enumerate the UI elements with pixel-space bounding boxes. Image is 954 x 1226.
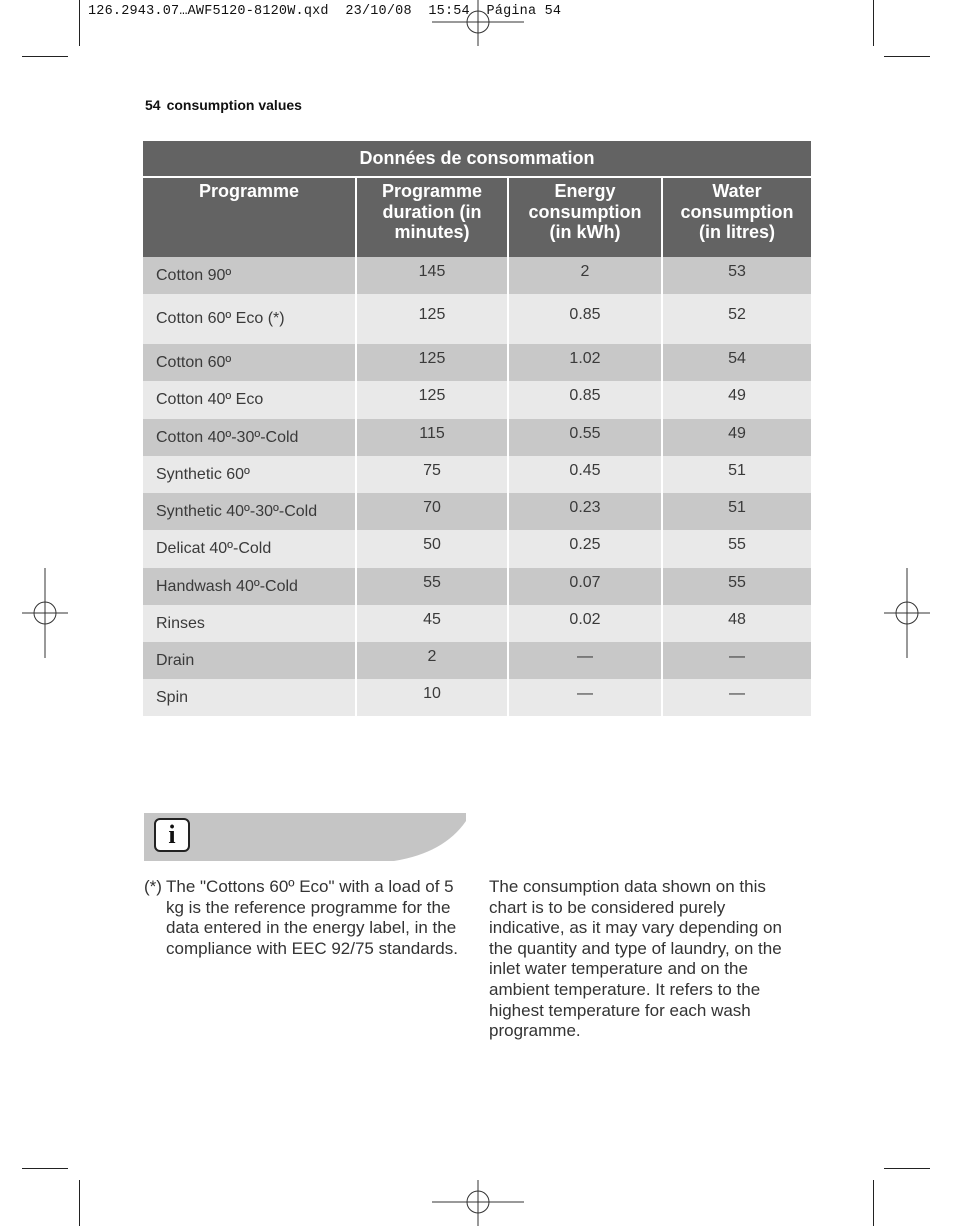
table-row — [143, 419, 811, 456]
cell-text: Cotton 40º Eco — [156, 391, 264, 408]
programme-cell — [143, 530, 356, 568]
cell-text: 0.45 — [569, 461, 601, 479]
table-row — [143, 456, 811, 493]
column-header-2 — [356, 177, 508, 257]
value-cell — [356, 419, 508, 456]
cell-text: Synthetic 40º-30º-Cold — [156, 502, 318, 520]
value-cell — [662, 456, 811, 493]
crop-mark-bottom-left-vertical — [79, 1180, 80, 1226]
crop-mark-top-right-horizontal — [884, 56, 930, 57]
cell-text: 0.23 — [569, 498, 601, 516]
cell-text: 0.07 — [569, 573, 601, 591]
value-cell — [508, 419, 662, 456]
column-header-4 — [662, 177, 811, 257]
cell-text: 49 — [728, 424, 746, 442]
cell-text: 53 — [728, 262, 746, 280]
column-header-line: duration (in — [382, 201, 482, 222]
value-cell — [508, 605, 662, 642]
value-cell — [356, 605, 508, 642]
value-cell — [662, 642, 811, 679]
programme-cell — [143, 493, 356, 530]
value-cell — [662, 381, 811, 419]
cell-text: Cotton 60º Eco (*) — [156, 310, 285, 327]
value-cell — [662, 419, 811, 456]
value-cell — [662, 679, 811, 716]
crop-mark-bottom-right-horizontal — [884, 1168, 930, 1169]
cell-text: Drain — [156, 651, 195, 669]
cell-text: 0.25 — [569, 536, 601, 553]
table-row — [143, 493, 811, 530]
value-cell — [356, 679, 508, 716]
table-body — [143, 257, 811, 716]
column-header-line: consumption — [680, 201, 794, 222]
cell-text: 55 — [728, 536, 746, 553]
value-cell — [356, 493, 508, 530]
cell-text: 50 — [423, 536, 441, 553]
section-title: consumption values — [166, 97, 302, 113]
consumption-table — [143, 141, 811, 716]
table-row — [143, 344, 811, 381]
footnote-text: The "Cottons 60º Eco" with a load of 5 kg is the reference programme for the data entered in the energy label, in the compliance with EEC 92/75 standards. — [166, 877, 458, 958]
value-cell — [508, 294, 662, 344]
table-row — [143, 381, 811, 419]
cell-text: 10 — [423, 684, 441, 702]
value-cell — [508, 642, 662, 679]
column-header-3 — [508, 177, 662, 257]
table-row — [143, 605, 811, 642]
value-cell — [356, 257, 508, 294]
registration-mark-right-icon — [884, 568, 930, 658]
registration-mark-top-icon — [432, 0, 524, 46]
page-heading — [145, 97, 302, 113]
cell-text: 52 — [728, 306, 746, 323]
programme-cell — [143, 568, 356, 605]
column-header-line: (in kWh) — [549, 222, 621, 242]
cell-text: 70 — [423, 498, 441, 516]
value-cell — [662, 568, 811, 605]
programme-cell — [143, 605, 356, 642]
programme-cell — [143, 456, 356, 493]
value-cell — [356, 344, 508, 381]
footnote-marker: (*) — [144, 877, 162, 896]
value-cell — [662, 257, 811, 294]
programme-cell — [143, 419, 356, 456]
value-cell — [508, 530, 662, 568]
footnote — [144, 877, 464, 959]
cell-text: 55 — [728, 573, 746, 591]
value-cell — [508, 493, 662, 530]
cell-text: 45 — [423, 610, 441, 628]
programme-cell — [143, 679, 356, 716]
cell-text: 0.02 — [569, 610, 601, 628]
value-cell — [662, 605, 811, 642]
programme-cell — [143, 257, 356, 294]
cell-text: 0.85 — [569, 387, 601, 404]
cell-text: 48 — [728, 610, 746, 628]
cell-text: 1.02 — [569, 349, 601, 367]
cell-text: 0.85 — [569, 306, 601, 323]
crop-mark-bottom-left-horizontal — [22, 1168, 68, 1169]
cell-text: Cotton 40º-30º-Cold — [156, 428, 299, 446]
table-row — [143, 294, 811, 344]
value-cell — [508, 568, 662, 605]
crop-mark-top-left-vertical — [79, 0, 80, 46]
table-row — [143, 257, 811, 294]
information-icon — [154, 818, 190, 852]
value-cell — [662, 493, 811, 530]
cell-text: — — [577, 647, 593, 665]
print-slug: 126.2943.07…AWF5120-8120W.qxd 23/10/08 15:54 Página 54 — [88, 4, 562, 19]
column-header-line: Water — [712, 181, 762, 201]
column-header-line: (in litres) — [699, 222, 776, 242]
cell-text: 125 — [418, 349, 446, 367]
cell-text: — — [729, 647, 746, 665]
programme-cell — [143, 642, 356, 679]
info-banner — [144, 813, 466, 861]
cell-text: — — [577, 684, 593, 702]
cell-text: 54 — [728, 349, 746, 367]
cell-text: 51 — [728, 498, 746, 516]
value-cell — [662, 294, 811, 344]
table-row — [143, 642, 811, 679]
value-cell — [508, 456, 662, 493]
cell-text: Handwash 40º-Cold — [156, 577, 298, 595]
table-row — [143, 530, 811, 568]
cell-text: 2 — [580, 262, 590, 280]
disclaimer-text: The consumption data shown on this chart is to be considered purely indicative, as it may vary depending on the quantity and type of laundry, on the inlet water temperature and on the ambient temperature. It refers to the highest temperature for each wash programme. — [489, 877, 782, 1041]
column-header-line: Programme — [381, 181, 483, 201]
cell-text: 125 — [418, 306, 446, 323]
table-row — [143, 568, 811, 605]
cell-text: Rinses — [156, 614, 205, 632]
programme-cell — [143, 294, 356, 344]
value-cell — [356, 381, 508, 419]
value-cell — [508, 679, 662, 716]
column-header-line: consumption — [528, 201, 642, 222]
cell-text: — — [729, 684, 746, 702]
table-caption: Données de consommation — [143, 141, 811, 177]
registration-mark-bottom-icon — [432, 1180, 524, 1226]
value-cell — [508, 257, 662, 294]
table-header-row — [143, 177, 811, 257]
cell-text: 115 — [419, 424, 445, 442]
registration-mark-left-icon — [22, 568, 68, 658]
cell-text: 51 — [728, 461, 746, 479]
crop-mark-top-left-horizontal — [22, 56, 68, 57]
value-cell — [356, 294, 508, 344]
table-row — [143, 679, 811, 716]
value-cell — [508, 381, 662, 419]
cell-text: Cotton 60º — [156, 353, 232, 371]
programme-cell — [143, 381, 356, 419]
cell-text: Spin — [156, 688, 189, 706]
column-header-line: Energy — [554, 181, 616, 201]
programme-cell — [143, 344, 356, 381]
column-header-1 — [143, 177, 356, 257]
cell-text: 145 — [418, 262, 446, 280]
cell-text: 49 — [728, 387, 746, 404]
value-cell — [356, 568, 508, 605]
cell-text: Cotton 90º — [156, 266, 232, 284]
value-cell — [356, 456, 508, 493]
table-caption-row — [143, 141, 811, 177]
value-cell — [356, 530, 508, 568]
cell-text: 2 — [427, 647, 437, 665]
crop-mark-top-right-vertical — [873, 0, 874, 46]
information-glyph: i — [168, 820, 176, 849]
cell-text: 0.55 — [569, 424, 601, 442]
value-cell — [508, 344, 662, 381]
value-cell — [356, 642, 508, 679]
cell-text: 75 — [423, 461, 441, 479]
cell-text: 55 — [423, 573, 441, 591]
column-header-line: minutes) — [394, 222, 470, 242]
cell-text: Delicat 40º-Cold — [156, 540, 272, 557]
value-cell — [662, 344, 811, 381]
crop-mark-bottom-right-vertical — [873, 1180, 874, 1226]
value-cell — [662, 530, 811, 568]
cell-text: 125 — [418, 387, 446, 404]
page-number: 54 — [145, 97, 161, 113]
column-header-line: Programme — [198, 181, 300, 201]
cell-text: Synthetic 60º — [156, 465, 250, 483]
